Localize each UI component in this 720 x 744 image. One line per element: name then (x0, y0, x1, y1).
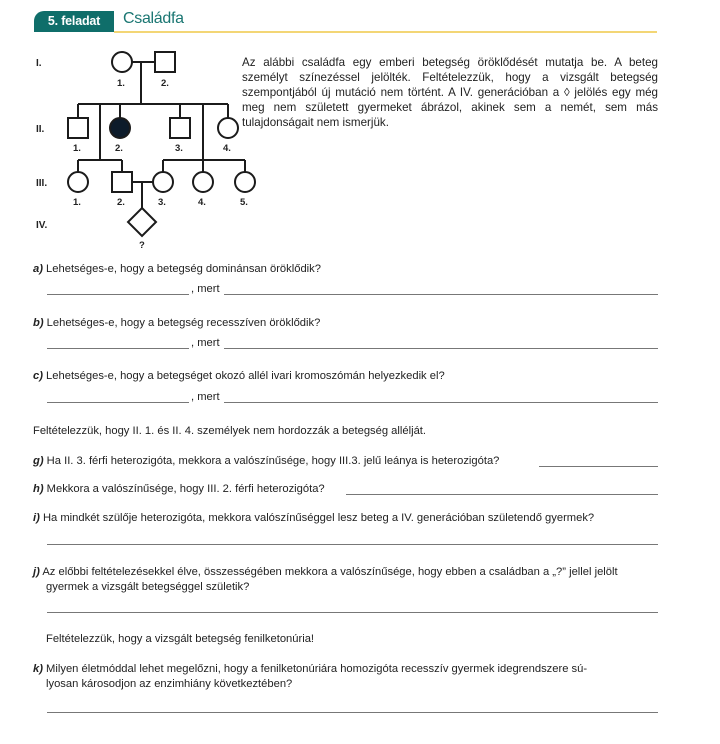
question-g (33, 454, 499, 469)
assumption-note-1: Feltételezzük, hogy II. 1. és II. 4. személyek nem hordozzák a betegség allélját. (33, 425, 427, 437)
question-k-continued: lyosan károsodjon az enzimhiány következtében? (46, 678, 293, 690)
answer-c-reason-field[interactable] (224, 402, 658, 403)
question-letter: a) (33, 263, 43, 275)
pedigree-chart (0, 40, 260, 255)
question-text: Ha II. 3. férfi heterozigóta, mekkora a valószínűsége, hogy III.3. jelű leánya is heterozigóta? (43, 455, 500, 467)
individual-I-2 (155, 52, 175, 72)
question-letter: h) (33, 483, 44, 495)
individual-II-1 (68, 118, 88, 138)
answer-i-field[interactable] (47, 544, 658, 545)
question-text: Mekkora a valószínűsége, hogy III. 2. férfi heterozigóta? (43, 483, 325, 495)
question-k (33, 662, 587, 677)
label-III-2: 2. (117, 197, 125, 208)
question-text: Az előbbi feltételezésekkel élve, összességében mekkora a valószínűsége, hogy ebben a családban a „?” jellel jelölt (39, 566, 618, 578)
answer-c-yesno-field[interactable] (47, 402, 189, 403)
individual-II-4 (218, 118, 238, 138)
label-II-3: 3. (175, 143, 183, 154)
title-underline (114, 31, 657, 33)
label-III-4: 4. (198, 197, 206, 208)
individual-III-3 (153, 172, 173, 192)
answer-row-c (47, 390, 658, 405)
assumption-note-2: Feltételezzük, hogy a vizsgált betegség fenilketonúria! (46, 633, 315, 645)
question-j (33, 565, 618, 580)
mert-label: , mert (191, 337, 220, 349)
question-i (33, 511, 594, 526)
individual-II-2-affected (110, 118, 130, 138)
question-letter: b) (33, 317, 44, 329)
question-letter: i) (33, 512, 40, 524)
question-letter: c) (33, 370, 43, 382)
question-h (33, 482, 325, 497)
mert-label: , mert (191, 283, 220, 295)
label-I-2: 2. (161, 78, 169, 89)
question-text: Lehetséges-e, hogy a betegség dominánsan öröklődik? (42, 263, 321, 275)
answer-b-reason-field[interactable] (224, 348, 658, 349)
answer-a-yesno-field[interactable] (47, 294, 189, 295)
question-text: Ha mindkét szülője heterozigóta, mekkora valószínűséggel lesz beteg a IV. generációban születendő gyermek? (39, 512, 595, 524)
label-II-4: 4. (223, 143, 231, 154)
question-letter: j) (33, 566, 40, 578)
page-title: Családfa (123, 10, 184, 27)
question-letter: g) (33, 455, 44, 467)
answer-b-yesno-field[interactable] (47, 348, 189, 349)
question-letter: k) (33, 663, 43, 675)
answer-row-a (47, 282, 658, 297)
label-III-1: 1. (73, 197, 81, 208)
label-IV-unknown: ? (139, 240, 145, 251)
label-I-1: 1. (117, 78, 125, 89)
answer-row-b (47, 336, 658, 351)
individual-II-3 (170, 118, 190, 138)
question-text: Lehetséges-e, hogy a betegséget okozó allél ivari kromoszómán helyezkedik el? (42, 370, 445, 382)
task-number-tab: 5. feladat (34, 11, 114, 32)
intro-paragraph: Az alábbi családfa egy emberi betegség öröklődését mutatja be. A beteg személyt színezéssel jelölték. Feltételezzük, hogy a vizsgált betegség szempontjából új mutáció nem történt. A IV. generációban a ◊ jelölés egy még meg nem született gyermeket ábrázol, akinek sem a nemét, sem más tulajdonságait nem ismerjük. (242, 56, 658, 129)
question-text: Milyen életmóddal lehet megelőzni, hogy a fenilketonúriára homozigóta recesszív gyermek idegrendszere sú- (42, 663, 588, 675)
individual-I-1 (112, 52, 132, 72)
individual-III-4 (193, 172, 213, 192)
question-j-continued: gyermek a vizsgált betegséggel születik? (46, 581, 250, 593)
label-III-3: 3. (158, 197, 166, 208)
label-II-2: 2. (115, 143, 123, 154)
generation-label-II: II. (36, 124, 45, 135)
answer-k-field[interactable] (47, 712, 658, 713)
question-b (33, 316, 320, 331)
individual-III-5 (235, 172, 255, 192)
label-III-5: 5. (240, 197, 248, 208)
generation-label-IV: IV. (36, 220, 48, 231)
label-II-1: 1. (73, 143, 81, 154)
mert-label: , mert (191, 391, 220, 403)
individual-IV-unborn-diamond (128, 208, 156, 236)
question-a (33, 262, 321, 277)
question-c (33, 369, 445, 384)
generation-label-I: I. (36, 58, 42, 69)
answer-j-field[interactable] (47, 612, 658, 613)
answer-h-field[interactable] (346, 494, 658, 495)
question-text: Lehetséges-e, hogy a betegség recesszíven öröklődik? (43, 317, 321, 329)
individual-III-2 (112, 172, 132, 192)
answer-g-field[interactable] (539, 466, 658, 467)
answer-a-reason-field[interactable] (224, 294, 658, 295)
generation-label-III: III. (36, 178, 48, 189)
individual-III-1 (68, 172, 88, 192)
